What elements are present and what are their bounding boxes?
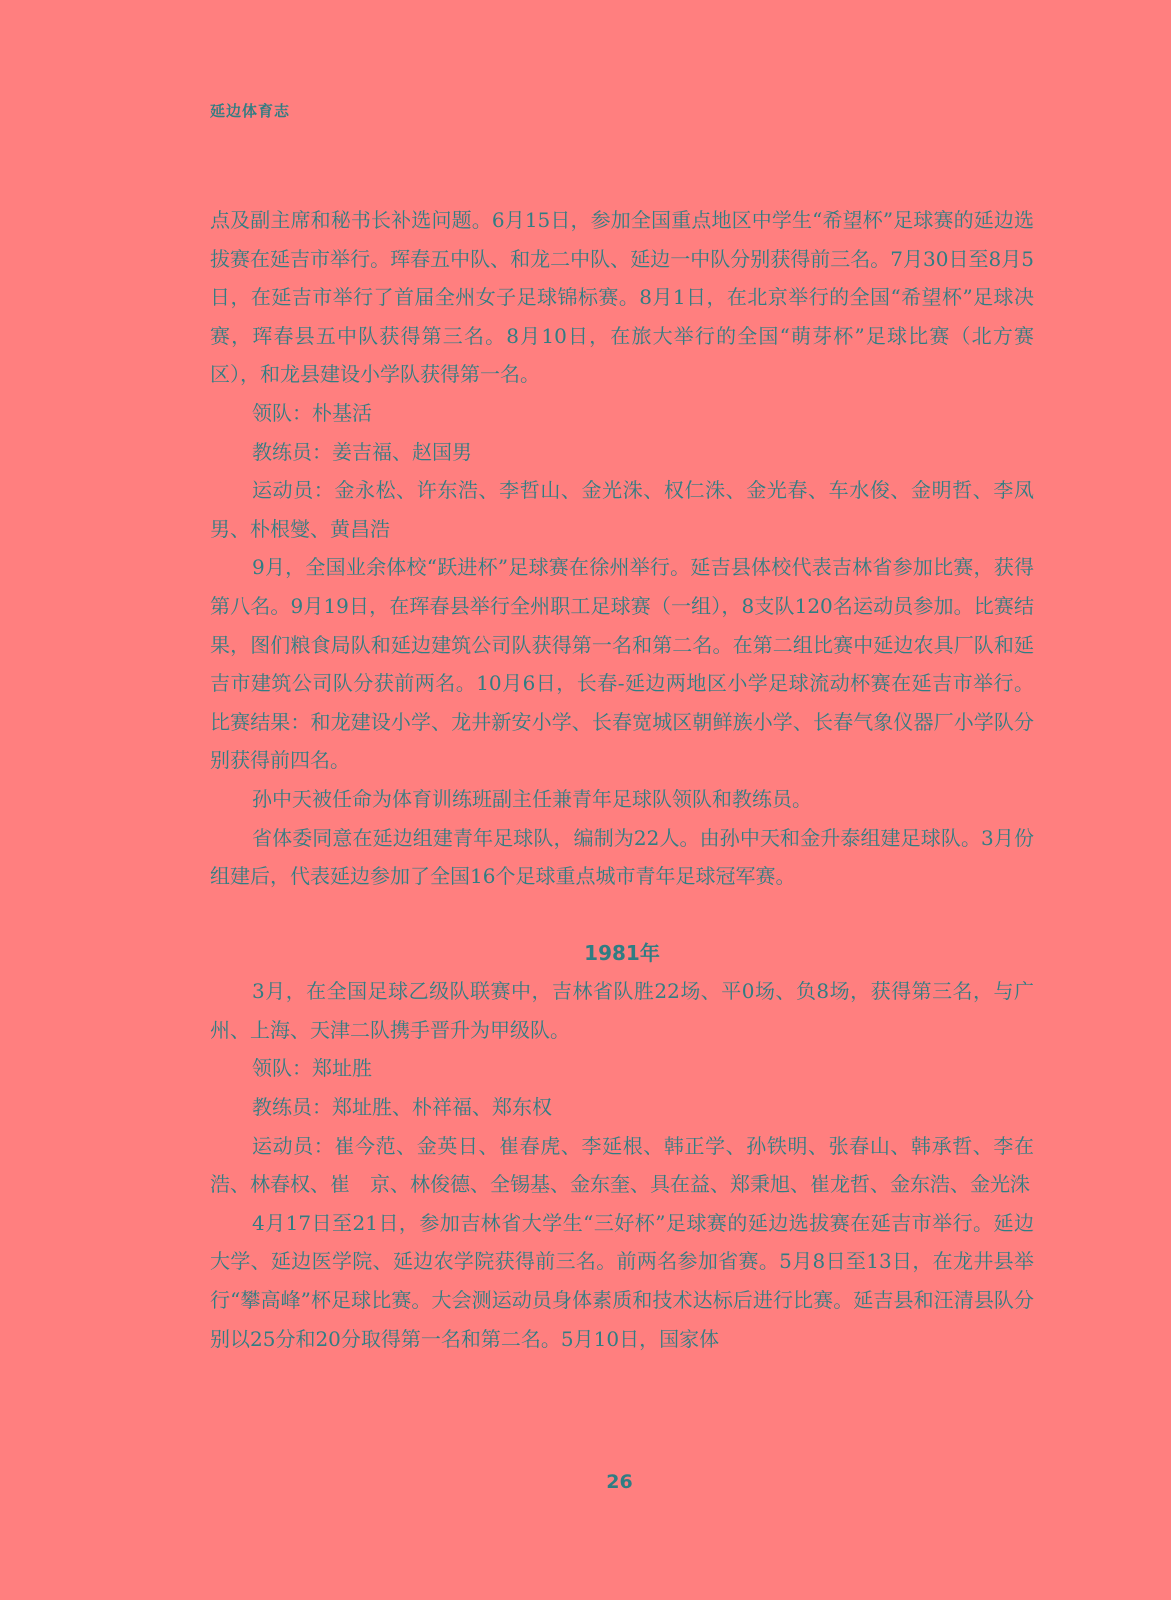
- paragraph: 3月，在全国足球乙级队联赛中，吉林省队胜22场、平0场、负8场，获得第三名，与广州、上海、天津二队携手晋升为甲级队。: [210, 979, 1034, 1042]
- year-heading: 1981年: [584, 940, 660, 965]
- page-number: 26: [606, 1471, 633, 1493]
- athletes-line: 运动员：崔今范、金英日、崔春虎、李延根、韩正学、孙铁明、张春山、韩承哲、李在浩、林春权、崔 京、林俊德、全锡基、金东奎、具在益、郑秉旭、崔龙哲、金东浩、金光洙: [210, 1133, 1034, 1197]
- paragraph: 9月，全国业余体校“跃进杯”足球赛在徐州举行。延吉县体校代表吉林省参加比赛，获得第八名。9月19日，在珲春县举行全州职工足球赛（一组），8支队120名运动员参加。比赛结果，图们粮食局队和延边建筑公司队获得第一名和第二名。在第二组比赛中延边农具厂队和延吉市建筑公司队分获前两名。10月6日，长春-延边两地区小学足球流动杯赛在延吉市举行。比赛结果：和龙建设小学、龙井新安小学、长春宽城区朝鲜族小学、长春气象仪器厂小学队分别获得前四名。: [210, 555, 1034, 773]
- running-header: 延边体育志: [210, 102, 291, 120]
- coaches-line: 教练员：郑址胜、朴祥福、郑东权: [252, 1095, 552, 1120]
- paragraph-continuation: 点及副主席和秘书长补选问题。6月15日，参加全国重点地区中学生“希望杯”足球赛的延边选拔赛在延吉市举行。珲春五中队、和龙二中队、延边一中队分别获得前三名。7月30日至8月5日，在延吉市举行了首届全州女子足球锦标赛。8月1日，在北京举行的全国“希望杯”足球决赛，珲春县五中队获得第三名。8月10日，在旅大举行的全国“萌芽杯”足球比赛（北方赛区），和龙县建设小学队获得第一名。: [210, 208, 1034, 387]
- paragraph: 省体委同意在延边组建青年足球队，编制为22人。由孙中天和金升泰组建足球队。3月份组建后，代表延边参加了全国16个足球重点城市青年足球冠军赛。: [210, 825, 1034, 889]
- body-text: [210, 201, 1034, 1358]
- coaches-line: 教练员：姜吉福、赵国男: [252, 439, 472, 464]
- athletes-line: 运动员：金永松、许东浩、李哲山、金光洙、权仁洙、金光春、车水俊、金明哲、李凤男、朴根燮、黄昌浩: [210, 478, 1034, 541]
- paragraph: 4月17日至21日，参加吉林省大学生“三好杯”足球赛的延边选拔赛在延吉市举行。延边大学、延边医学院、延边农学院获得前三名。前两名参加省赛。5月8日至13日，在龙井县举行“攀高峰”杯足球比赛。大会测运动员身体素质和技术达标后进行比赛。延吉县和汪清县队分别以25分和20分取得第一名和第二名。5月10日，国家体: [210, 1210, 1034, 1351]
- team-leader-line: 领队：朴基活: [252, 400, 372, 425]
- team-leader-line: 领队：郑址胜: [252, 1056, 372, 1081]
- paragraph: 孙中天被任命为体育训练班副主任兼青年足球队领队和教练员。: [252, 786, 812, 811]
